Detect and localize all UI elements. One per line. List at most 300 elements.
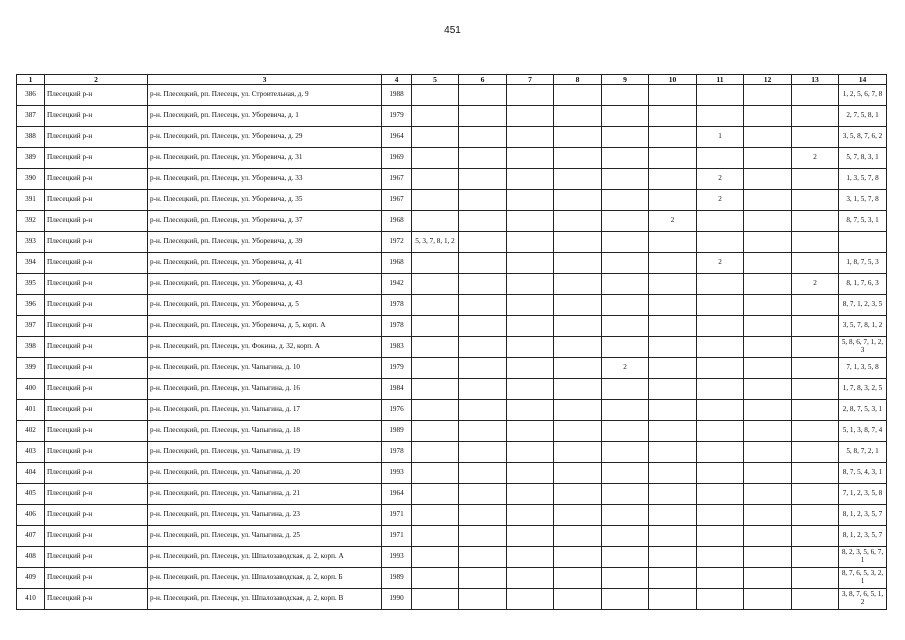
cell-col-12	[744, 421, 792, 442]
cell-col-14: 8, 1, 2, 3, 5, 7	[839, 505, 887, 526]
column-header: 6	[459, 75, 507, 85]
cell-col-5	[412, 400, 459, 421]
cell-col-13	[792, 526, 839, 547]
cell-address: р-н. Плесецкий, рп. Плесецк, ул. Уборевича, д. 39	[148, 232, 382, 253]
cell-col-10	[649, 232, 697, 253]
cell-col-13	[792, 400, 839, 421]
cell-row-number: 408	[17, 547, 45, 568]
cell-col-9	[602, 379, 649, 400]
cell-col-12	[744, 442, 792, 463]
cell-col-14: 3, 5, 8, 7, 6, 2	[839, 127, 887, 148]
cell-col-9	[602, 253, 649, 274]
table-row	[17, 190, 887, 211]
cell-col-13	[792, 421, 839, 442]
cell-district: Плесецкий р-н	[45, 169, 148, 190]
cell-col-14: 8, 7, 5, 3, 1	[839, 211, 887, 232]
cell-col-11	[697, 85, 744, 106]
cell-year: 1984	[382, 379, 412, 400]
cell-row-number: 388	[17, 127, 45, 148]
cell-district: Плесецкий р-н	[45, 547, 148, 568]
cell-col-8	[554, 526, 602, 547]
cell-col-12	[744, 274, 792, 295]
column-header: 13	[792, 75, 839, 85]
cell-col-5	[412, 505, 459, 526]
cell-col-8	[554, 400, 602, 421]
cell-col-13	[792, 253, 839, 274]
cell-col-7	[507, 274, 554, 295]
cell-district: Плесецкий р-н	[45, 295, 148, 316]
cell-col-13	[792, 85, 839, 106]
cell-row-number: 389	[17, 148, 45, 169]
cell-col-10	[649, 421, 697, 442]
cell-address: р-н. Плесецкий, рп. Плесецк, ул. Уборевича, д. 29	[148, 127, 382, 148]
cell-col-8	[554, 106, 602, 127]
cell-col-9	[602, 589, 649, 610]
cell-col-5	[412, 274, 459, 295]
cell-col-14: 8, 2, 3, 5, 6, 7, 1	[839, 547, 887, 568]
cell-col-12	[744, 316, 792, 337]
cell-col-7	[507, 526, 554, 547]
cell-district: Плесецкий р-н	[45, 274, 148, 295]
cell-col-5	[412, 127, 459, 148]
cell-address: р-н. Плесецкий, рп. Плесецк, ул. Чапыгина, д. 20	[148, 463, 382, 484]
cell-col-6	[459, 316, 507, 337]
cell-district: Плесецкий р-н	[45, 337, 148, 358]
cell-col-6	[459, 106, 507, 127]
cell-col-14: 5, 8, 6, 7, 1, 2, 3	[839, 337, 887, 358]
column-header: 10	[649, 75, 697, 85]
cell-col-12	[744, 295, 792, 316]
cell-col-6	[459, 421, 507, 442]
cell-address: р-н. Плесецкий, рп. Плесецк, ул. Уборевича, д. 5, корп. А	[148, 316, 382, 337]
cell-col-5	[412, 463, 459, 484]
cell-col-13	[792, 379, 839, 400]
cell-col-14: 2, 7, 5, 8, 1	[839, 106, 887, 127]
cell-col-13	[792, 463, 839, 484]
table-row	[17, 505, 887, 526]
column-header: 5	[412, 75, 459, 85]
cell-col-8	[554, 148, 602, 169]
cell-year: 1978	[382, 316, 412, 337]
cell-col-10	[649, 358, 697, 379]
cell-col-7	[507, 379, 554, 400]
cell-col-6	[459, 232, 507, 253]
cell-col-7	[507, 148, 554, 169]
cell-col-5	[412, 484, 459, 505]
cell-col-10	[649, 484, 697, 505]
cell-col-6	[459, 85, 507, 106]
cell-col-9	[602, 232, 649, 253]
cell-col-9	[602, 400, 649, 421]
cell-col-12	[744, 568, 792, 589]
cell-row-number: 390	[17, 169, 45, 190]
cell-col-13	[792, 358, 839, 379]
cell-col-11	[697, 526, 744, 547]
table-row	[17, 274, 887, 295]
cell-district: Плесецкий р-н	[45, 400, 148, 421]
cell-col-9	[602, 484, 649, 505]
cell-district: Плесецкий р-н	[45, 442, 148, 463]
cell-col-14: 8, 7, 5, 4, 3, 1	[839, 463, 887, 484]
cell-col-11	[697, 295, 744, 316]
cell-col-11: 1	[697, 127, 744, 148]
column-header: 9	[602, 75, 649, 85]
data-table	[16, 74, 887, 610]
table-body	[17, 85, 887, 610]
cell-col-7	[507, 106, 554, 127]
cell-year: 1989	[382, 421, 412, 442]
cell-col-14: 8, 1, 7, 6, 3	[839, 274, 887, 295]
cell-col-7	[507, 127, 554, 148]
cell-col-5	[412, 85, 459, 106]
cell-district: Плесецкий р-н	[45, 505, 148, 526]
cell-row-number: 387	[17, 106, 45, 127]
cell-col-10	[649, 85, 697, 106]
cell-col-10	[649, 379, 697, 400]
cell-col-6	[459, 568, 507, 589]
cell-col-8	[554, 211, 602, 232]
cell-col-5	[412, 316, 459, 337]
cell-year: 1968	[382, 211, 412, 232]
cell-year: 1964	[382, 484, 412, 505]
cell-address: р-н. Плесецкий, рп. Плесецк, ул. Фокина, д. 32, корп. А	[148, 337, 382, 358]
cell-district: Плесецкий р-н	[45, 568, 148, 589]
cell-col-11	[697, 106, 744, 127]
cell-col-11	[697, 442, 744, 463]
cell-col-6	[459, 379, 507, 400]
table-row	[17, 169, 887, 190]
table-row	[17, 400, 887, 421]
cell-row-number: 386	[17, 85, 45, 106]
cell-address: р-н. Плесецкий, рп. Плесецк, ул. Уборевича, д. 31	[148, 148, 382, 169]
cell-col-13	[792, 505, 839, 526]
cell-col-6	[459, 547, 507, 568]
cell-district: Плесецкий р-н	[45, 316, 148, 337]
cell-col-11	[697, 589, 744, 610]
cell-col-10	[649, 568, 697, 589]
cell-row-number: 400	[17, 379, 45, 400]
cell-col-10	[649, 505, 697, 526]
cell-col-10	[649, 316, 697, 337]
header-row	[17, 75, 887, 85]
cell-col-8	[554, 379, 602, 400]
cell-col-9	[602, 127, 649, 148]
cell-col-11	[697, 274, 744, 295]
cell-col-6	[459, 274, 507, 295]
cell-col-8	[554, 463, 602, 484]
cell-row-number: 406	[17, 505, 45, 526]
cell-row-number: 401	[17, 400, 45, 421]
cell-col-14: 5, 8, 7, 2, 1	[839, 442, 887, 463]
cell-col-13	[792, 127, 839, 148]
cell-row-number: 391	[17, 190, 45, 211]
cell-col-14: 1, 3, 5, 7, 8	[839, 169, 887, 190]
cell-col-12	[744, 127, 792, 148]
cell-col-5	[412, 442, 459, 463]
cell-address: р-н. Плесецкий, рп. Плесецк, ул. Чапыгина, д. 19	[148, 442, 382, 463]
cell-col-12	[744, 589, 792, 610]
cell-col-10	[649, 148, 697, 169]
cell-year: 1968	[382, 253, 412, 274]
cell-col-9: 2	[602, 358, 649, 379]
cell-district: Плесецкий р-н	[45, 589, 148, 610]
cell-year: 1964	[382, 127, 412, 148]
cell-col-14: 5, 1, 3, 8, 7, 4	[839, 421, 887, 442]
cell-address: р-н. Плесецкий, рп. Плесецк, ул. Уборевича, д. 43	[148, 274, 382, 295]
cell-col-6	[459, 295, 507, 316]
cell-col-7	[507, 589, 554, 610]
cell-col-8	[554, 505, 602, 526]
cell-col-7	[507, 85, 554, 106]
table-row	[17, 127, 887, 148]
cell-row-number: 393	[17, 232, 45, 253]
cell-col-13	[792, 169, 839, 190]
table-row	[17, 526, 887, 547]
cell-col-14: 8, 7, 1, 2, 3, 5	[839, 295, 887, 316]
table-row	[17, 547, 887, 568]
cell-col-8	[554, 337, 602, 358]
cell-col-11	[697, 358, 744, 379]
column-header: 4	[382, 75, 412, 85]
cell-col-5	[412, 253, 459, 274]
column-header: 7	[507, 75, 554, 85]
cell-year: 1969	[382, 148, 412, 169]
cell-col-10	[649, 169, 697, 190]
cell-col-5	[412, 211, 459, 232]
cell-district: Плесецкий р-н	[45, 190, 148, 211]
cell-col-6	[459, 484, 507, 505]
cell-col-12	[744, 358, 792, 379]
cell-col-14: 5, 7, 8, 3, 1	[839, 148, 887, 169]
cell-col-10	[649, 253, 697, 274]
cell-col-10	[649, 274, 697, 295]
cell-col-12	[744, 190, 792, 211]
cell-year: 1942	[382, 274, 412, 295]
cell-row-number: 407	[17, 526, 45, 547]
table-row	[17, 463, 887, 484]
cell-col-11	[697, 148, 744, 169]
cell-col-5	[412, 106, 459, 127]
cell-year: 1993	[382, 547, 412, 568]
cell-col-5	[412, 169, 459, 190]
cell-col-14: 3, 5, 7, 8, 1, 2	[839, 316, 887, 337]
cell-col-6	[459, 505, 507, 526]
cell-district: Плесецкий р-н	[45, 106, 148, 127]
cell-col-11: 2	[697, 169, 744, 190]
table-row	[17, 421, 887, 442]
cell-col-10	[649, 337, 697, 358]
cell-row-number: 392	[17, 211, 45, 232]
cell-col-11: 2	[697, 253, 744, 274]
cell-address: р-н. Плесецкий, рп. Плесецк, ул. Шпалозаводская, д. 2, корп. А	[148, 547, 382, 568]
cell-district: Плесецкий р-н	[45, 253, 148, 274]
cell-district: Плесецкий р-н	[45, 358, 148, 379]
cell-col-9	[602, 505, 649, 526]
cell-col-8	[554, 589, 602, 610]
cell-address: р-н. Плесецкий, рп. Плесецк, ул. Чапыгина, д. 17	[148, 400, 382, 421]
cell-year: 1990	[382, 589, 412, 610]
cell-row-number: 404	[17, 463, 45, 484]
table-row	[17, 337, 887, 358]
cell-address: р-н. Плесецкий, рп. Плесецк, ул. Шпалозаводская, д. 2, корп. В	[148, 589, 382, 610]
table-row	[17, 358, 887, 379]
column-header: 2	[45, 75, 148, 85]
cell-col-9	[602, 274, 649, 295]
cell-address: р-н. Плесецкий, рп. Плесецк, ул. Чапыгина, д. 16	[148, 379, 382, 400]
cell-col-8	[554, 169, 602, 190]
cell-address: р-н. Плесецкий, рп. Плесецк, ул. Уборевича, д. 35	[148, 190, 382, 211]
cell-col-9	[602, 148, 649, 169]
cell-col-6	[459, 463, 507, 484]
cell-col-6	[459, 526, 507, 547]
column-header: 12	[744, 75, 792, 85]
column-header: 3	[148, 75, 382, 85]
cell-row-number: 405	[17, 484, 45, 505]
cell-col-12	[744, 106, 792, 127]
cell-col-11	[697, 232, 744, 253]
cell-address: р-н. Плесецкий, рп. Плесецк, ул. Чапыгина, д. 10	[148, 358, 382, 379]
cell-year: 1967	[382, 169, 412, 190]
cell-col-6	[459, 211, 507, 232]
cell-row-number: 403	[17, 442, 45, 463]
cell-address: р-н. Плесецкий, рп. Плесецк, ул. Уборевича, д. 1	[148, 106, 382, 127]
column-header: 14	[839, 75, 887, 85]
cell-col-9	[602, 85, 649, 106]
cell-col-11	[697, 337, 744, 358]
table-row	[17, 316, 887, 337]
cell-col-14: 7, 1, 2, 3, 5, 8	[839, 484, 887, 505]
table-row	[17, 148, 887, 169]
cell-col-6	[459, 358, 507, 379]
cell-col-14: 3, 8, 7, 6, 5, 1, 2	[839, 589, 887, 610]
cell-col-11	[697, 379, 744, 400]
cell-col-9	[602, 568, 649, 589]
cell-col-13	[792, 211, 839, 232]
cell-col-12	[744, 85, 792, 106]
cell-col-11	[697, 484, 744, 505]
cell-col-12	[744, 379, 792, 400]
cell-col-12	[744, 169, 792, 190]
cell-col-12	[744, 484, 792, 505]
cell-col-13	[792, 568, 839, 589]
table-row	[17, 106, 887, 127]
cell-year: 1978	[382, 295, 412, 316]
cell-col-9	[602, 211, 649, 232]
cell-col-9	[602, 463, 649, 484]
cell-col-9	[602, 337, 649, 358]
cell-col-8	[554, 484, 602, 505]
cell-col-10	[649, 295, 697, 316]
cell-row-number: 409	[17, 568, 45, 589]
cell-row-number: 396	[17, 295, 45, 316]
cell-col-13	[792, 442, 839, 463]
cell-year: 1971	[382, 505, 412, 526]
cell-col-11	[697, 505, 744, 526]
cell-year: 1989	[382, 568, 412, 589]
cell-col-6	[459, 190, 507, 211]
cell-col-5	[412, 379, 459, 400]
cell-col-11	[697, 316, 744, 337]
cell-col-5	[412, 190, 459, 211]
cell-col-7	[507, 421, 554, 442]
cell-address: р-н. Плесецкий, рп. Плесецк, ул. Уборевича, д. 37	[148, 211, 382, 232]
cell-col-6	[459, 127, 507, 148]
cell-col-7	[507, 568, 554, 589]
cell-col-13	[792, 190, 839, 211]
cell-col-11	[697, 547, 744, 568]
cell-col-14: 1, 8, 7, 5, 3	[839, 253, 887, 274]
cell-col-6	[459, 169, 507, 190]
cell-col-10: 2	[649, 211, 697, 232]
cell-col-5: 5, 3, 7, 8, 1, 2	[412, 232, 459, 253]
cell-address: р-н. Плесецкий, рп. Плесецк, ул. Чапыгина, д. 23	[148, 505, 382, 526]
cell-col-5	[412, 568, 459, 589]
cell-col-8	[554, 421, 602, 442]
cell-address: р-н. Плесецкий, рп. Плесецк, ул. Чапыгина, д. 25	[148, 526, 382, 547]
cell-col-12	[744, 232, 792, 253]
cell-col-13	[792, 484, 839, 505]
cell-col-10	[649, 526, 697, 547]
cell-col-6	[459, 253, 507, 274]
cell-year: 1979	[382, 358, 412, 379]
cell-row-number: 395	[17, 274, 45, 295]
page-number: 451	[444, 25, 461, 36]
cell-col-7	[507, 358, 554, 379]
cell-col-11: 2	[697, 190, 744, 211]
cell-col-13: 2	[792, 274, 839, 295]
cell-year: 1967	[382, 190, 412, 211]
cell-col-10	[649, 106, 697, 127]
cell-col-14	[839, 232, 887, 253]
cell-col-11	[697, 568, 744, 589]
cell-col-7	[507, 505, 554, 526]
cell-col-13	[792, 547, 839, 568]
cell-col-5	[412, 589, 459, 610]
cell-col-14: 1, 7, 8, 3, 2, 5	[839, 379, 887, 400]
cell-district: Плесецкий р-н	[45, 232, 148, 253]
cell-col-6	[459, 589, 507, 610]
cell-year: 1972	[382, 232, 412, 253]
cell-col-6	[459, 148, 507, 169]
cell-col-13	[792, 106, 839, 127]
cell-col-5	[412, 547, 459, 568]
cell-district: Плесецкий р-н	[45, 484, 148, 505]
cell-col-7	[507, 547, 554, 568]
cell-district: Плесецкий р-н	[45, 148, 148, 169]
cell-col-13	[792, 337, 839, 358]
cell-year: 1988	[382, 85, 412, 106]
cell-col-12	[744, 400, 792, 421]
cell-district: Плесецкий р-н	[45, 463, 148, 484]
cell-row-number: 397	[17, 316, 45, 337]
cell-col-5	[412, 358, 459, 379]
cell-col-9	[602, 421, 649, 442]
cell-col-5	[412, 295, 459, 316]
cell-col-14: 1, 2, 5, 6, 7, 8	[839, 85, 887, 106]
cell-col-7	[507, 484, 554, 505]
cell-col-14: 8, 1, 2, 3, 5, 7	[839, 526, 887, 547]
cell-col-14: 3, 1, 5, 7, 8	[839, 190, 887, 211]
table-row	[17, 442, 887, 463]
cell-col-11	[697, 421, 744, 442]
cell-col-12	[744, 526, 792, 547]
cell-col-8	[554, 295, 602, 316]
cell-col-10	[649, 463, 697, 484]
cell-col-9	[602, 526, 649, 547]
table-row	[17, 232, 887, 253]
cell-col-13: 2	[792, 148, 839, 169]
cell-col-7	[507, 316, 554, 337]
